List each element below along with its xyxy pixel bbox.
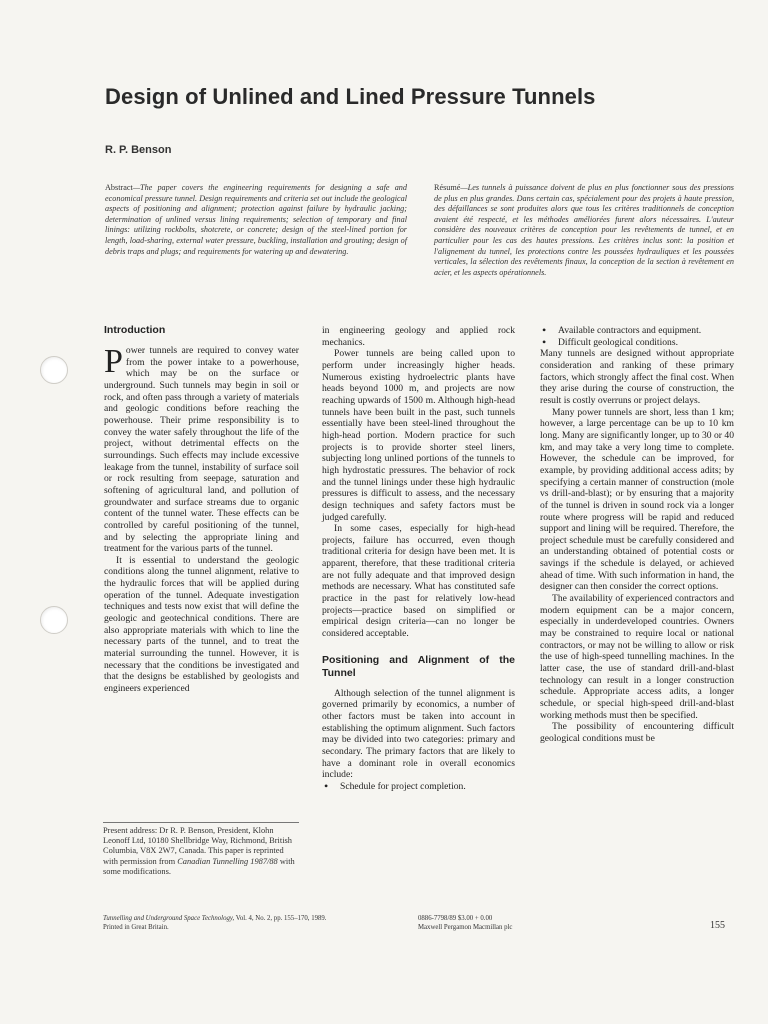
issn-block <box>418 915 568 932</box>
column-1 <box>104 324 299 695</box>
abstract-lead: Abstract <box>105 183 133 192</box>
resume-body: —Les tunnels à puissance doivent de plus en plus fonctionner sous des pressions de plus en plus grandes. Dans certain cas, spécialement pour des projets à haute pression, des défaillances se sont produites alors que tous les critères traditionnels de conception avaient été respecté, et les méthodes améliorées furent alors nécessaires. L'auteur considère des nouveaux critères de conception pour les revêtements de tunnel, et en particulier pour les cas des hautes pressions. Les critères inclus sont: la position et l'alignement du tunnel, les protections contre les poussées hydrauliques et les poussées verticales, la sélection des revêtements finaux, la conception de la section à revêtement en acier, et les aspects opérationnels. <box>434 183 734 277</box>
col2-paragraph-4: Although selection of the tunnel alignment is governed primarily by economics, a number of other factors must be taken into account in establishing the optimum alignment. Such factors may be divided into two categories: primary and secondary. The primary factors that are likely to have a dominant role in overall economics include: <box>322 687 515 781</box>
intro-paragraph-1 <box>104 345 299 555</box>
primary-factors-list <box>322 781 515 793</box>
drop-cap: P <box>104 343 123 380</box>
punch-hole-top <box>40 356 68 384</box>
col3-paragraph-4: The possibility of encountering difficult geological conditions must be <box>540 721 734 744</box>
abstract-body: —The paper covers the engineering requirements for designing a safe and economical pressure tunnel. Design requirements and criteria set out include the geological aspects of positioning and alignment; protection against failure by hydraulic jacking; determination of unlined versus lining requirements; selection of temporary and final linings: utilizing rockbolts, shotcrete, or concrete; design of the steel-lined portion for length, load-sharing, external water pressure, buckling, installation and grouting; design of debris traps and plugs; and requirements for watering up and dewatering. <box>105 183 407 256</box>
column-3 <box>540 325 734 745</box>
article-author: R. P. Benson <box>105 144 172 156</box>
punch-hole-bottom <box>40 606 68 634</box>
col3-paragraph-1: Many tunnels are designed without appropriate consideration and ranking of these primary factors, which strongly affect the final cost. When they arise during the course of construction, the result is costly overruns or project delays. <box>540 348 734 406</box>
abstract-english <box>105 183 407 257</box>
journal-name: Tunnelling and Underground Space Technology, <box>103 915 235 922</box>
page-number: 155 <box>710 920 725 931</box>
journal-citation <box>103 915 403 932</box>
footnote-text: Present address: Dr R. P. Benson, President, Klohn Leonoff Ltd, 10180 Shellbridge Way, Richmond, British Columbia, V8X 2W7, Canada. This paper is reprinted with permission from <box>103 826 292 866</box>
col3-paragraph-2: Many power tunnels are short, less than 1 km; however, a large percentage can be up to 10 km long. Many are significantly longer, up to 30 or 40 km, and may take a very long time to complete. However, the schedule can be improved, for example, by providing additional access adits; by specifying a certain manner of construction (mole vs drill-and-blast); or by ensuring that a majority of the tunnel is driven in sound rock via a longer route where progress will be rapid and reduced support and lining will be required. Therefore, the project schedule must be carefully considered and an understanding obtained of potential costs or savings if the schedule is delayed, or achieved ahead of time. With such information in hand, the designer can then consider the correct options. <box>540 406 734 593</box>
issn-code: 0886-7798/89 $3.00 + 0.00 <box>418 915 493 922</box>
publisher-name: Maxwell Pergamon Macmillan plc <box>418 923 513 931</box>
author-footnote <box>103 826 299 877</box>
printed-note: Printed in Great Britain. <box>103 923 169 931</box>
footnote-rule <box>103 822 299 823</box>
col2-paragraph-1: in engineering geology and applied rock mechanics. <box>322 325 515 348</box>
abstract-french <box>434 183 734 278</box>
heading-positioning: Positioning and Alignment of the Tunnel <box>322 653 515 679</box>
intro-paragraph-1-text: ower tunnels are required to convey water from the power intake to a powerhouse, which may be on the surface or underground. Such tunnels may begin in soil or rock, and often pass through a variety of materials and geologic conditions before reaching the powerhouse. Their prime responsibility is to convey the water safely throughout the life of the project, without detrimental effects on the surroundings. Such effects may include excessive leakage from the tunnel, instability of surface soil or rock resulting from seepage, saturation and softening of agricultural land, and pollution of groundwater and surface streams due to organic content of the tunnel water. These effects can be controlled by careful positioning of the tunnel, and by selecting the appropriate lining and treatment for the various parts of the tunnel. <box>104 345 299 555</box>
col2-paragraph-2: Power tunnels are being called upon to perform under increasingly higher heads. Numerous existing hydroelectric plants have heads beyond 1000 m, and projects are now reaching upwards of 1500 m. Although high-head tunnels have been built in the past, such tunnels essentially have been steel-lined throughout the high-head portion. Modern practice for such projects is to provide shorter steel liners, subjecting long unlined portions of the tunnels to high hydrostatic pressures. The behavior of rock and the tunnel linings under these high hydraulic pressures is difficult to assess, and the necessary design techniques and safety factors must be judged carefully. <box>322 348 515 523</box>
resume-lead: Résumé <box>434 183 461 192</box>
col2-paragraph-3: In some cases, especially for high-head projects, failure has occurred, even though traditional criteria for design have been met. It is apparent, therefore, that these traditional criteria are not fully adequate and that improved design methods are necessary. What has constituted safe practice in the past for relatively low-head projects—practice based on simplified or empirical design criteria—can no longer be considered acceptable. <box>322 523 515 640</box>
list-item: • Available contractors and equipment. <box>540 325 734 337</box>
primary-factors-list-continued <box>540 325 734 348</box>
footnote-text-end: with some modifications. <box>103 856 295 876</box>
journal-volume: Vol. 4, No. 2, pp. 155–170, 1989. <box>234 915 327 922</box>
footnote-source: Canadian Tunnelling 1987/88 <box>177 856 278 866</box>
intro-paragraph-2: It is essential to understand the geologic conditions along the tunnel alignment, relative to the hydraulic forces that will be applied during operation of the tunnel. Adequate investigation techniques and tests now exist that will define the geologic and geotechnical conditions. There are also appropriate materials with which to line the necessary parts of the tunnel, and to treat the material surrounding the tunnel. However, it is necessary that the conditions be investigated and that the designs be established by geologists and engineers experienced <box>104 554 299 695</box>
col3-paragraph-3: The availability of experienced contractors and modern equipment can be a major concern, especially in underdeveloped countries. Owners may be constrained to require local or national contractors, or may not be willing to allow or risk the use of high-speed tunnelling machines. In the latter case, the use of standard drill-and-blast technology can result in a longer construction schedule. Appropriate access adits, a longer schedule, or special high-speed drill-and-blast working methods must then be specified. <box>540 593 734 721</box>
list-item: • Schedule for project completion. <box>322 781 515 793</box>
article-title: Design of Unlined and Lined Pressure Tunnels <box>105 84 596 109</box>
column-2 <box>322 325 515 793</box>
list-item: • Difficult geological conditions. <box>540 337 734 349</box>
heading-introduction: Introduction <box>104 324 166 336</box>
